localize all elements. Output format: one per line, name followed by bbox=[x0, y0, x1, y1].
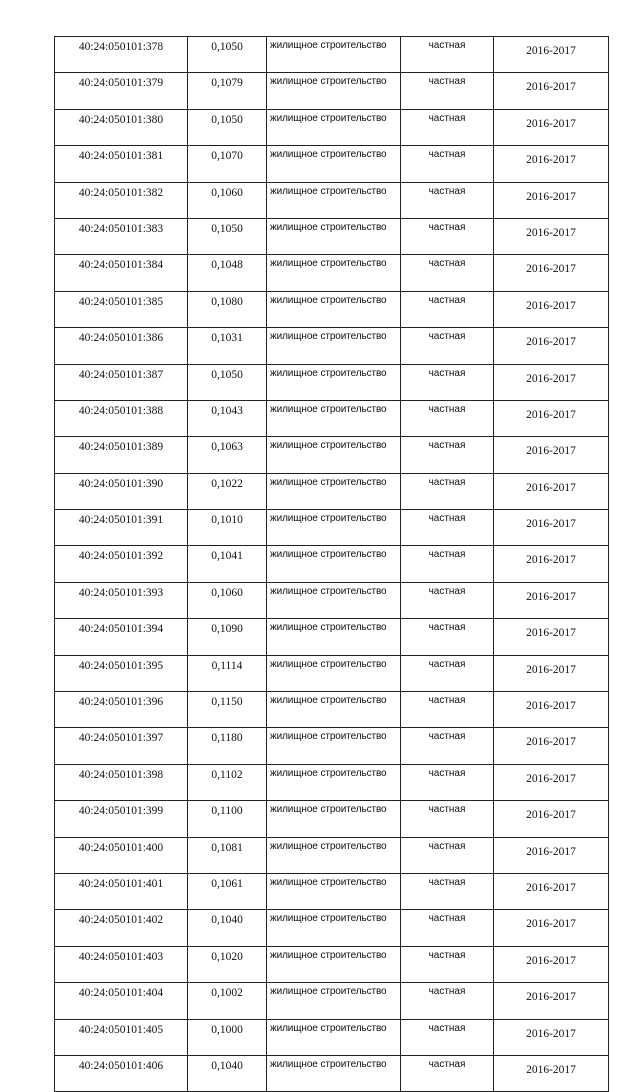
cadastral-number-cell: 40:24:050101:388 bbox=[55, 400, 188, 436]
table-row bbox=[55, 910, 609, 946]
purpose-cell: жилищное строительство bbox=[267, 73, 401, 109]
period-cell: 2016-2017 bbox=[494, 1019, 609, 1055]
period-cell: 2016-2017 bbox=[494, 364, 609, 400]
cadastral-number-cell: 40:24:050101:401 bbox=[55, 873, 188, 909]
table-row bbox=[55, 328, 609, 364]
period-cell: 2016-2017 bbox=[494, 73, 609, 109]
table-row bbox=[55, 764, 609, 800]
area-cell: 0,1061 bbox=[188, 873, 267, 909]
table-row bbox=[55, 946, 609, 982]
area-cell: 0,1050 bbox=[188, 109, 267, 145]
period-cell: 2016-2017 bbox=[494, 655, 609, 691]
area-cell: 0,1114 bbox=[188, 655, 267, 691]
ownership-cell: частная bbox=[401, 473, 494, 509]
purpose-cell: жилищное строительство bbox=[267, 728, 401, 764]
table-row bbox=[55, 510, 609, 546]
area-cell: 0,1000 bbox=[188, 1019, 267, 1055]
area-cell: 0,1079 bbox=[188, 73, 267, 109]
cadastral-number-cell: 40:24:050101:400 bbox=[55, 837, 188, 873]
period-cell: 2016-2017 bbox=[494, 109, 609, 145]
cadastral-number-cell: 40:24:050101:383 bbox=[55, 218, 188, 254]
table-row bbox=[55, 73, 609, 109]
ownership-cell: частная bbox=[401, 218, 494, 254]
ownership-cell: частная bbox=[401, 837, 494, 873]
purpose-cell: жилищное строительство bbox=[267, 983, 401, 1019]
period-cell: 2016-2017 bbox=[494, 692, 609, 728]
table-row bbox=[55, 291, 609, 327]
area-cell: 0,1041 bbox=[188, 546, 267, 582]
table-row bbox=[55, 728, 609, 764]
purpose-cell: жилищное строительство bbox=[267, 328, 401, 364]
cadastral-number-cell: 40:24:050101:384 bbox=[55, 255, 188, 291]
cadastral-number-cell: 40:24:050101:391 bbox=[55, 510, 188, 546]
table-row bbox=[55, 364, 609, 400]
area-cell: 0,1040 bbox=[188, 910, 267, 946]
cadastral-number-cell: 40:24:050101:394 bbox=[55, 619, 188, 655]
table-row bbox=[55, 1019, 609, 1055]
area-cell: 0,1043 bbox=[188, 400, 267, 436]
area-cell: 0,1060 bbox=[188, 582, 267, 618]
table-row bbox=[55, 400, 609, 436]
table-row bbox=[55, 983, 609, 1019]
area-cell: 0,1050 bbox=[188, 364, 267, 400]
area-cell: 0,1040 bbox=[188, 1055, 267, 1091]
period-cell: 2016-2017 bbox=[494, 873, 609, 909]
purpose-cell: жилищное строительство bbox=[267, 764, 401, 800]
area-cell: 0,1090 bbox=[188, 619, 267, 655]
ownership-cell: частная bbox=[401, 801, 494, 837]
table-row bbox=[55, 182, 609, 218]
purpose-cell: жилищное строительство bbox=[267, 582, 401, 618]
ownership-cell: частная bbox=[401, 619, 494, 655]
ownership-cell: частная bbox=[401, 582, 494, 618]
ownership-cell: частная bbox=[401, 255, 494, 291]
ownership-cell: частная bbox=[401, 146, 494, 182]
ownership-cell: частная bbox=[401, 910, 494, 946]
table-row bbox=[55, 437, 609, 473]
table-row bbox=[55, 655, 609, 691]
ownership-cell: частная bbox=[401, 946, 494, 982]
cadastral-number-cell: 40:24:050101:404 bbox=[55, 983, 188, 1019]
cadastral-number-cell: 40:24:050101:399 bbox=[55, 801, 188, 837]
area-cell: 0,1150 bbox=[188, 692, 267, 728]
area-cell: 0,1048 bbox=[188, 255, 267, 291]
area-cell: 0,1063 bbox=[188, 437, 267, 473]
table-row bbox=[55, 109, 609, 145]
area-cell: 0,1020 bbox=[188, 946, 267, 982]
period-cell: 2016-2017 bbox=[494, 764, 609, 800]
cadastral-number-cell: 40:24:050101:406 bbox=[55, 1055, 188, 1091]
table-row bbox=[55, 837, 609, 873]
purpose-cell: жилищное строительство bbox=[267, 364, 401, 400]
table-row bbox=[55, 692, 609, 728]
table-row bbox=[55, 218, 609, 254]
cadastral-number-cell: 40:24:050101:380 bbox=[55, 109, 188, 145]
period-cell: 2016-2017 bbox=[494, 218, 609, 254]
ownership-cell: частная bbox=[401, 109, 494, 145]
period-cell: 2016-2017 bbox=[494, 437, 609, 473]
ownership-cell: частная bbox=[401, 37, 494, 73]
cadastral-number-cell: 40:24:050101:386 bbox=[55, 328, 188, 364]
period-cell: 2016-2017 bbox=[494, 582, 609, 618]
table-row bbox=[55, 873, 609, 909]
area-cell: 0,1031 bbox=[188, 328, 267, 364]
ownership-cell: частная bbox=[401, 328, 494, 364]
purpose-cell: жилищное строительство bbox=[267, 1055, 401, 1091]
cadastral-number-cell: 40:24:050101:397 bbox=[55, 728, 188, 764]
cadastral-number-cell: 40:24:050101:390 bbox=[55, 473, 188, 509]
ownership-cell: частная bbox=[401, 692, 494, 728]
ownership-cell: частная bbox=[401, 510, 494, 546]
period-cell: 2016-2017 bbox=[494, 1055, 609, 1091]
purpose-cell: жилищное строительство bbox=[267, 255, 401, 291]
cadastral-number-cell: 40:24:050101:392 bbox=[55, 546, 188, 582]
period-cell: 2016-2017 bbox=[494, 291, 609, 327]
period-cell: 2016-2017 bbox=[494, 910, 609, 946]
period-cell: 2016-2017 bbox=[494, 946, 609, 982]
ownership-cell: частная bbox=[401, 983, 494, 1019]
table-row bbox=[55, 255, 609, 291]
area-cell: 0,1002 bbox=[188, 983, 267, 1019]
ownership-cell: частная bbox=[401, 182, 494, 218]
cadastral-number-cell: 40:24:050101:378 bbox=[55, 37, 188, 73]
purpose-cell: жилищное строительство bbox=[267, 873, 401, 909]
table-row bbox=[55, 801, 609, 837]
period-cell: 2016-2017 bbox=[494, 255, 609, 291]
purpose-cell: жилищное строительство bbox=[267, 946, 401, 982]
area-cell: 0,1060 bbox=[188, 182, 267, 218]
period-cell: 2016-2017 bbox=[494, 510, 609, 546]
area-cell: 0,1081 bbox=[188, 837, 267, 873]
purpose-cell: жилищное строительство bbox=[267, 291, 401, 327]
table-row bbox=[55, 1055, 609, 1091]
cadastral-number-cell: 40:24:050101:385 bbox=[55, 291, 188, 327]
ownership-cell: частная bbox=[401, 728, 494, 764]
period-cell: 2016-2017 bbox=[494, 546, 609, 582]
area-cell: 0,1180 bbox=[188, 728, 267, 764]
purpose-cell: жилищное строительство bbox=[267, 619, 401, 655]
area-cell: 0,1050 bbox=[188, 218, 267, 254]
purpose-cell: жилищное строительство bbox=[267, 801, 401, 837]
land-plots-table bbox=[54, 36, 609, 1092]
ownership-cell: частная bbox=[401, 364, 494, 400]
purpose-cell: жилищное строительство bbox=[267, 146, 401, 182]
purpose-cell: жилищное строительство bbox=[267, 37, 401, 73]
purpose-cell: жилищное строительство bbox=[267, 218, 401, 254]
cadastral-number-cell: 40:24:050101:396 bbox=[55, 692, 188, 728]
period-cell: 2016-2017 bbox=[494, 619, 609, 655]
table-row bbox=[55, 546, 609, 582]
cadastral-number-cell: 40:24:050101:379 bbox=[55, 73, 188, 109]
cadastral-number-cell: 40:24:050101:403 bbox=[55, 946, 188, 982]
area-cell: 0,1050 bbox=[188, 37, 267, 73]
cadastral-number-cell: 40:24:050101:387 bbox=[55, 364, 188, 400]
table-row bbox=[55, 146, 609, 182]
table-row bbox=[55, 473, 609, 509]
ownership-cell: частная bbox=[401, 655, 494, 691]
cadastral-number-cell: 40:24:050101:395 bbox=[55, 655, 188, 691]
table-row bbox=[55, 37, 609, 73]
area-cell: 0,1080 bbox=[188, 291, 267, 327]
cadastral-number-cell: 40:24:050101:393 bbox=[55, 582, 188, 618]
period-cell: 2016-2017 bbox=[494, 328, 609, 364]
ownership-cell: частная bbox=[401, 291, 494, 327]
cadastral-number-cell: 40:24:050101:405 bbox=[55, 1019, 188, 1055]
purpose-cell: жилищное строительство bbox=[267, 473, 401, 509]
purpose-cell: жилищное строительство bbox=[267, 400, 401, 436]
purpose-cell: жилищное строительство bbox=[267, 510, 401, 546]
ownership-cell: частная bbox=[401, 546, 494, 582]
ownership-cell: частная bbox=[401, 764, 494, 800]
ownership-cell: частная bbox=[401, 1055, 494, 1091]
purpose-cell: жилищное строительство bbox=[267, 437, 401, 473]
period-cell: 2016-2017 bbox=[494, 473, 609, 509]
table-body bbox=[55, 37, 609, 1092]
cadastral-number-cell: 40:24:050101:389 bbox=[55, 437, 188, 473]
ownership-cell: частная bbox=[401, 73, 494, 109]
ownership-cell: частная bbox=[401, 1019, 494, 1055]
period-cell: 2016-2017 bbox=[494, 728, 609, 764]
document-page bbox=[54, 36, 601, 1092]
area-cell: 0,1100 bbox=[188, 801, 267, 837]
cadastral-number-cell: 40:24:050101:381 bbox=[55, 146, 188, 182]
area-cell: 0,1010 bbox=[188, 510, 267, 546]
purpose-cell: жилищное строительство bbox=[267, 837, 401, 873]
purpose-cell: жилищное строительство bbox=[267, 1019, 401, 1055]
purpose-cell: жилищное строительство bbox=[267, 182, 401, 218]
purpose-cell: жилищное строительство bbox=[267, 109, 401, 145]
period-cell: 2016-2017 bbox=[494, 400, 609, 436]
purpose-cell: жилищное строительство bbox=[267, 655, 401, 691]
period-cell: 2016-2017 bbox=[494, 837, 609, 873]
cadastral-number-cell: 40:24:050101:402 bbox=[55, 910, 188, 946]
purpose-cell: жилищное строительство bbox=[267, 546, 401, 582]
table-row bbox=[55, 582, 609, 618]
period-cell: 2016-2017 bbox=[494, 983, 609, 1019]
area-cell: 0,1102 bbox=[188, 764, 267, 800]
purpose-cell: жилищное строительство bbox=[267, 692, 401, 728]
ownership-cell: частная bbox=[401, 437, 494, 473]
table-row bbox=[55, 619, 609, 655]
ownership-cell: частная bbox=[401, 400, 494, 436]
period-cell: 2016-2017 bbox=[494, 146, 609, 182]
period-cell: 2016-2017 bbox=[494, 37, 609, 73]
cadastral-number-cell: 40:24:050101:398 bbox=[55, 764, 188, 800]
area-cell: 0,1022 bbox=[188, 473, 267, 509]
cadastral-number-cell: 40:24:050101:382 bbox=[55, 182, 188, 218]
period-cell: 2016-2017 bbox=[494, 801, 609, 837]
purpose-cell: жилищное строительство bbox=[267, 910, 401, 946]
area-cell: 0,1070 bbox=[188, 146, 267, 182]
ownership-cell: частная bbox=[401, 873, 494, 909]
period-cell: 2016-2017 bbox=[494, 182, 609, 218]
